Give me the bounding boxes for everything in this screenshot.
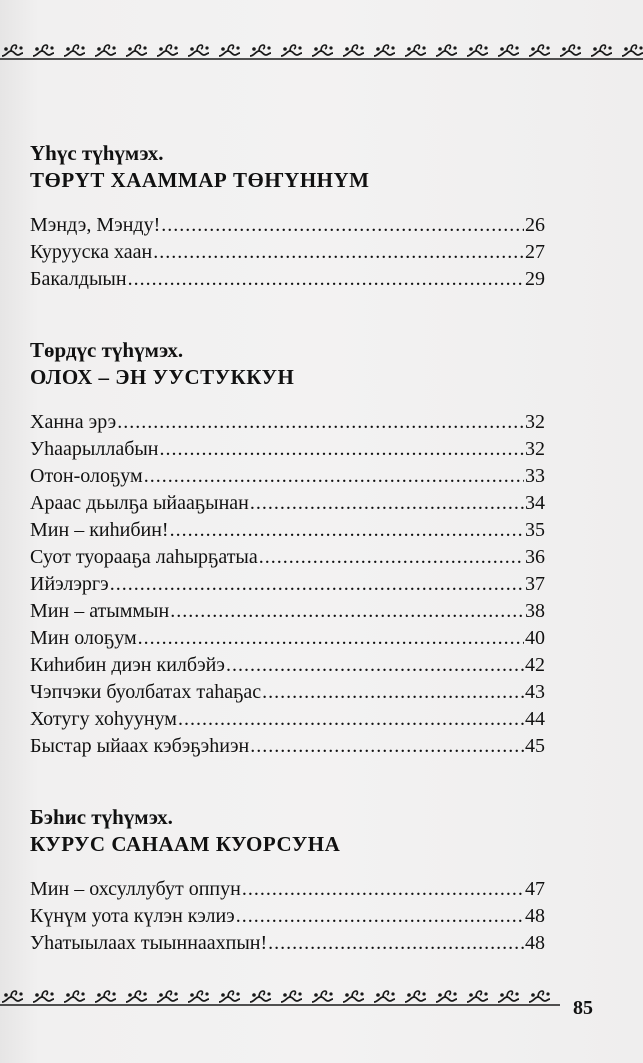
toc-entry [30, 903, 545, 930]
toc-entry-title: Отон-олоҕум [30, 465, 143, 487]
dot-leader [268, 930, 524, 957]
toc-entry-title: Араас дьылҕа ыйааҕынан [30, 492, 249, 514]
toc-entry [30, 598, 545, 625]
section-title: КУРУС САНААМ КУОРСУНА [30, 832, 341, 856]
section-label: Бэһис түһүмэх. [30, 805, 173, 829]
toc-entry-page: 27 [525, 241, 545, 263]
toc-entry-title: Куруускa хаан [30, 241, 153, 263]
toc-entry [30, 706, 545, 733]
toc-entry [30, 733, 545, 760]
toc-entry-title: Хотугу хоһуунум [30, 708, 177, 730]
dot-leader [144, 463, 524, 490]
dot-leader [236, 903, 524, 930]
section-title: ТӨРҮТ ХААММАР ТӨҤҮННҮМ [30, 168, 370, 192]
dot-leader [226, 652, 524, 679]
dot-leader [128, 266, 524, 293]
toc-entry-page: 29 [525, 268, 545, 290]
toc-entry-title: Мин – охсуллубут оппун [30, 878, 241, 900]
toc-entry [30, 930, 545, 957]
toc-entry-page: 43 [525, 681, 545, 703]
toc-entry [30, 571, 545, 598]
toc-entry-title: Чэпчэки буолбатах таһаҕас [30, 681, 262, 703]
toc-entry-page: 33 [525, 465, 545, 487]
toc-entry-page: 36 [525, 546, 545, 568]
toc-section-1 [30, 140, 545, 293]
toc-entry-page: 42 [525, 654, 545, 676]
section-title: ОЛОХ – ЭН УУСТУККУН [30, 365, 295, 389]
toc-list [30, 876, 545, 957]
toc-entry-page: 32 [525, 438, 545, 460]
toc-entry [30, 625, 545, 652]
dot-leader [161, 212, 524, 239]
toc-section-3 [30, 804, 545, 957]
toc-entry-page: 35 [525, 519, 545, 541]
toc-entry-page: 45 [525, 735, 545, 757]
dot-leader [250, 490, 524, 517]
toc-entry-page: 44 [525, 708, 545, 730]
toc-entry-title: Бакалдыын [30, 268, 127, 290]
toc-entry [30, 679, 545, 706]
toc-entry-title: Быстар ыйаах кэбэҕэһиэн [30, 735, 250, 757]
dot-leader [262, 679, 524, 706]
toc-entry-title: Мин – атыммын [30, 600, 170, 622]
section-label: Төрдүс түһүмэх. [30, 338, 184, 362]
scroll-ornament-icon [0, 988, 560, 1008]
toc-list [30, 212, 545, 293]
toc-entry-title: Уһаарыллабын [30, 438, 159, 460]
dot-leader [160, 436, 524, 463]
toc-entry-title: Уһатыылаах тыыннаахпын! [30, 932, 268, 954]
toc-entry [30, 436, 545, 463]
dot-leader [153, 239, 524, 266]
toc-entry [30, 652, 545, 679]
toc-entry [30, 409, 545, 436]
toc-entry-page: 32 [525, 411, 545, 433]
toc-entry-title: Суот туорааҕа лаһырҕатыа [30, 546, 258, 568]
toc-entry-title: Киһибин диэн килбэйэ [30, 654, 225, 676]
toc-entry-page: 48 [525, 905, 545, 927]
toc-entry [30, 517, 545, 544]
toc-entry [30, 239, 545, 266]
toc-list [30, 409, 545, 760]
toc-entry [30, 212, 545, 239]
top-ornament-border [0, 42, 643, 62]
toc-entry-page: 47 [525, 878, 545, 900]
toc-entry-title: Мин – киһибин! [30, 519, 169, 541]
dot-leader [138, 625, 524, 652]
dot-leader [242, 876, 524, 903]
scroll-ornament-icon [0, 42, 643, 62]
table-of-contents [30, 140, 545, 957]
toc-entry-page: 34 [525, 492, 545, 514]
toc-entry-page: 26 [525, 214, 545, 236]
toc-entry-title: Мин олоҕум [30, 627, 137, 649]
toc-section-2 [30, 337, 545, 760]
toc-entry-page: 37 [525, 573, 545, 595]
toc-entry [30, 490, 545, 517]
toc-entry [30, 266, 545, 293]
toc-entry-title: Мэндэ, Мэнду! [30, 214, 161, 236]
toc-entry-page: 38 [525, 600, 545, 622]
bottom-ornament-border [0, 988, 560, 1008]
toc-entry [30, 544, 545, 571]
dot-leader [170, 598, 524, 625]
dot-leader [178, 706, 524, 733]
dot-leader [170, 517, 524, 544]
toc-entry [30, 463, 545, 490]
dot-leader [259, 544, 524, 571]
dot-leader [117, 409, 524, 436]
dot-leader [250, 733, 524, 760]
toc-entry [30, 876, 545, 903]
toc-entry-title: Күнүм уота күлэн кэлиэ [30, 905, 235, 927]
page-number: 85 [573, 997, 593, 1019]
toc-entry-title: Ийэлэргэ [30, 573, 109, 595]
toc-entry-page: 40 [525, 627, 545, 649]
section-label: Үһүс түһүмэх. [30, 141, 164, 165]
dot-leader [110, 571, 524, 598]
toc-entry-page: 48 [525, 932, 545, 954]
toc-entry-title: Ханна эрэ [30, 411, 117, 433]
